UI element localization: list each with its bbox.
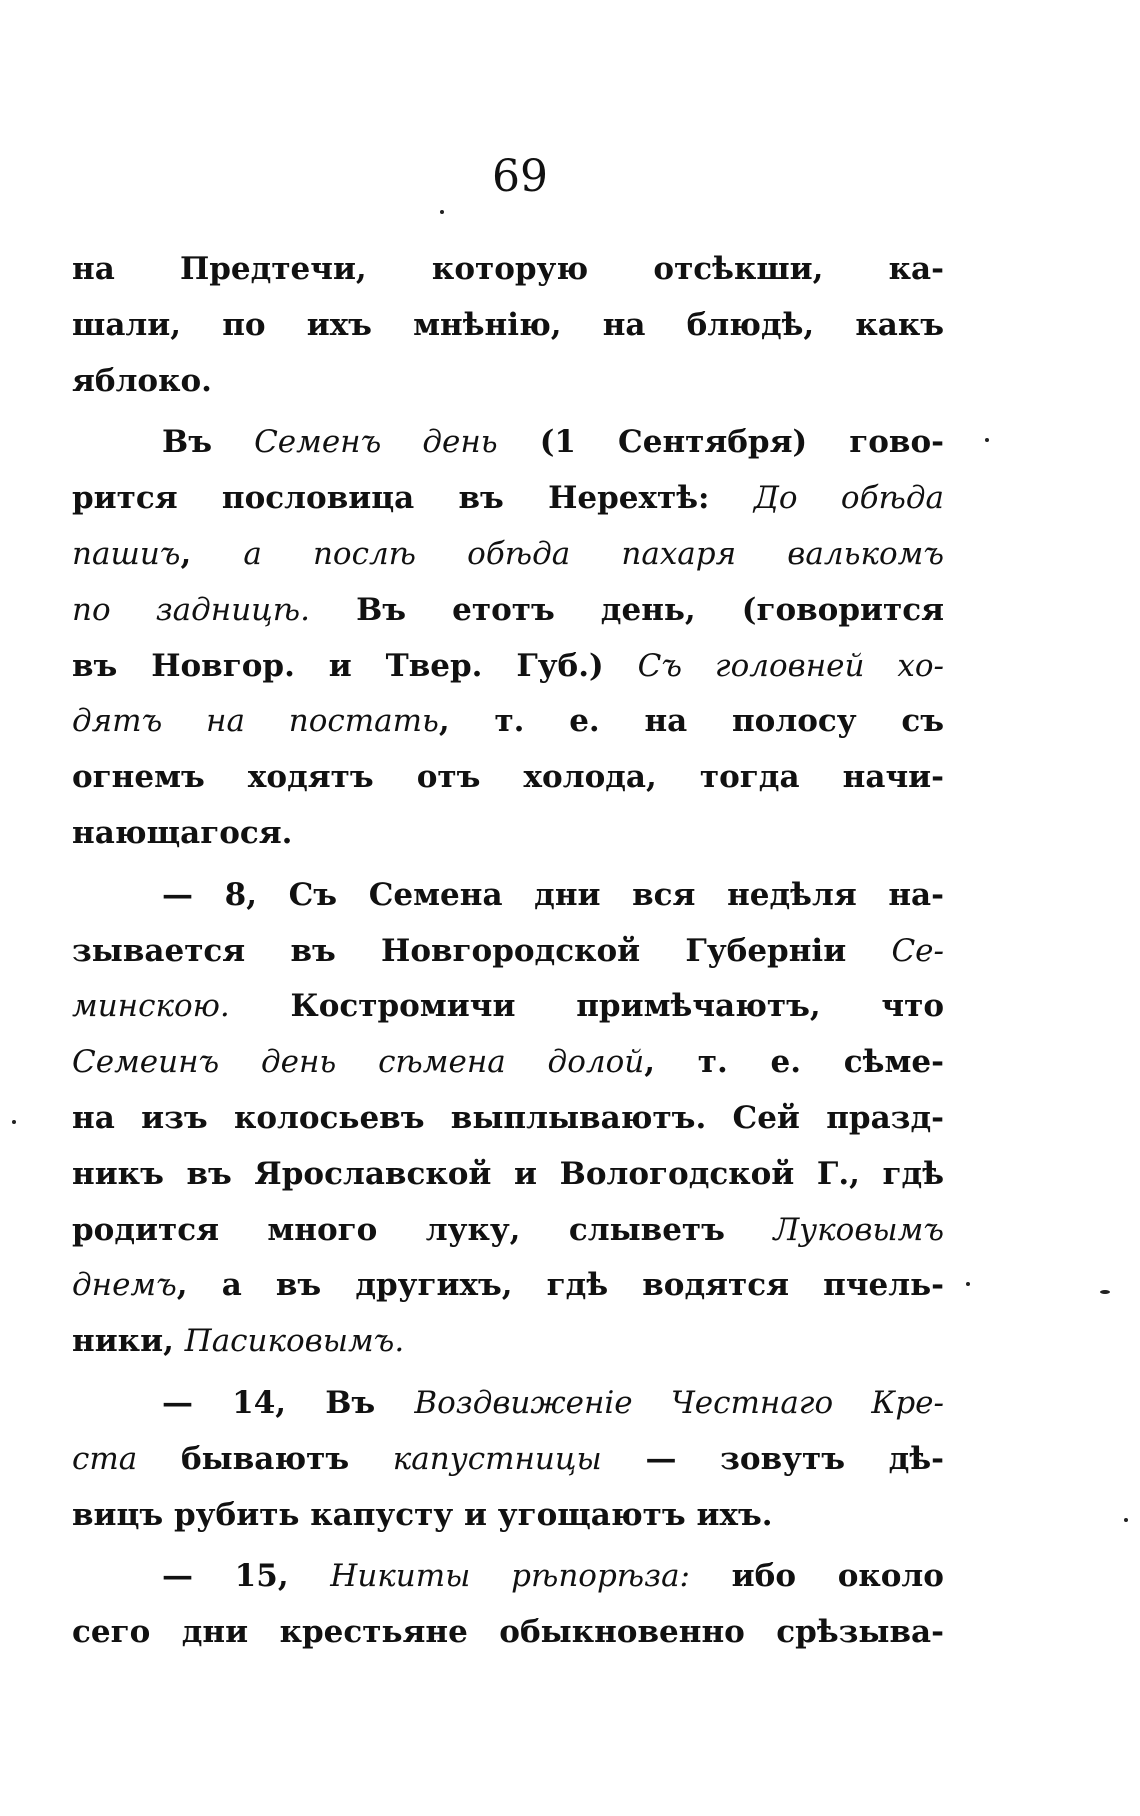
text-segment: — зовутъ дѣ- bbox=[601, 1440, 944, 1477]
text-segment: въ Новгор. и Твер. Губ.) bbox=[72, 647, 638, 684]
text-line bbox=[72, 1258, 944, 1314]
text-segment: Костромичи примѣчаютъ, что bbox=[229, 988, 944, 1025]
text-line bbox=[72, 242, 944, 298]
text-segment: ники, bbox=[72, 1323, 185, 1360]
body-text bbox=[72, 242, 944, 1661]
text-line bbox=[72, 1314, 944, 1370]
italic-text: Воздвиженіе Честнаго Кре- bbox=[414, 1384, 944, 1421]
text-segment: сего дни крестьяне обыкновенно срѣзыва- bbox=[72, 1614, 944, 1651]
text-segment: ибо около bbox=[690, 1558, 944, 1595]
text-line bbox=[72, 1549, 944, 1605]
text-line bbox=[72, 924, 944, 980]
text-line bbox=[72, 354, 944, 410]
text-segment: Въ bbox=[162, 424, 255, 461]
text-segment: на изъ колосьевъ выплываютъ. Сей празд- bbox=[72, 1099, 944, 1136]
text-segment: зывается въ Новгородской Губерніи bbox=[72, 932, 892, 969]
text-line bbox=[72, 415, 944, 471]
text-line bbox=[72, 1376, 944, 1432]
scan-speck bbox=[985, 438, 989, 442]
text-segment: рится пословица въ Нерехтѣ: bbox=[72, 480, 754, 517]
text-segment: , а въ другихъ, гдѣ водятся пчель- bbox=[176, 1267, 944, 1304]
text-line bbox=[72, 1432, 944, 1488]
italic-text: Съ головней хо- bbox=[637, 647, 944, 684]
italic-text: капустницы bbox=[392, 1440, 602, 1477]
text-segment: шали, по ихъ мнѣнію, на блюдѣ, какъ bbox=[72, 306, 944, 343]
text-segment: , т. е. сѣме- bbox=[644, 1044, 944, 1081]
text-line bbox=[72, 1488, 944, 1544]
italic-text: Луковымъ bbox=[773, 1211, 944, 1248]
scan-speck bbox=[12, 1120, 16, 1124]
text-line bbox=[72, 639, 944, 695]
text-segment: вицъ рубить капусту и угощаютъ ихъ. bbox=[72, 1496, 773, 1533]
text-line bbox=[72, 694, 944, 750]
text-segment: , т. е. на полосу съ bbox=[438, 703, 944, 740]
text-line bbox=[72, 1035, 944, 1091]
text-line bbox=[72, 471, 944, 527]
text-segment: нающагося. bbox=[72, 814, 293, 851]
italic-text: ста bbox=[72, 1440, 138, 1477]
text-line bbox=[72, 868, 944, 924]
text-segment: яблоко. bbox=[72, 362, 212, 399]
page-number: 69 bbox=[492, 151, 548, 202]
scan-speck bbox=[1100, 1290, 1110, 1294]
text-line bbox=[72, 1605, 944, 1661]
italic-text: а послѣ обѣда пахаря валькомъ bbox=[243, 535, 944, 572]
text-segment: родится много луку, слыветъ bbox=[72, 1211, 774, 1248]
italic-text: минскою. bbox=[72, 988, 230, 1025]
text-segment: никъ въ Ярославской и Вологодской Г., гдѣ bbox=[72, 1155, 944, 1192]
scan-speck bbox=[440, 210, 444, 214]
text-line bbox=[72, 1203, 944, 1259]
text-line bbox=[72, 750, 944, 806]
text-line bbox=[72, 1091, 944, 1147]
scan-speck bbox=[966, 1282, 970, 1286]
text-line bbox=[72, 298, 944, 354]
text-segment: (1 Сентября) гово- bbox=[497, 424, 944, 461]
text-segment: Въ етотъ день, (говорится bbox=[310, 591, 944, 628]
italic-text: днемъ bbox=[72, 1267, 177, 1304]
text-line bbox=[72, 583, 944, 639]
text-segment: — 8, Съ Семена дни вся недѣля на- bbox=[162, 876, 944, 913]
italic-text: До обѣда bbox=[753, 480, 944, 517]
text-segment: — 15, bbox=[162, 1558, 331, 1595]
italic-text: Никиты рѣпорѣза: bbox=[330, 1558, 690, 1595]
italic-text: дятъ на постать bbox=[72, 703, 439, 740]
italic-text: Семенъ день bbox=[254, 424, 498, 461]
text-segment: на Предтечи, которую отсѣкши, ка- bbox=[72, 251, 944, 287]
text-line bbox=[72, 1147, 944, 1203]
text-line bbox=[72, 979, 944, 1035]
scan-speck bbox=[1124, 1518, 1128, 1522]
italic-text: Пасиковымъ. bbox=[184, 1323, 405, 1360]
italic-text: Се- bbox=[891, 932, 944, 969]
text-segment: огнемъ ходятъ отъ холода, тогда начи- bbox=[72, 759, 944, 796]
italic-text: Семеинъ день сѣмена долой bbox=[72, 1044, 645, 1081]
text-line bbox=[72, 806, 944, 862]
text-line bbox=[72, 527, 944, 583]
text-segment: — 14, Въ bbox=[162, 1384, 415, 1421]
italic-text: по задницѣ. bbox=[72, 591, 311, 628]
italic-text: пашиъ bbox=[72, 535, 181, 572]
text-segment: бываютъ bbox=[137, 1440, 393, 1477]
text-segment: , bbox=[180, 535, 244, 572]
